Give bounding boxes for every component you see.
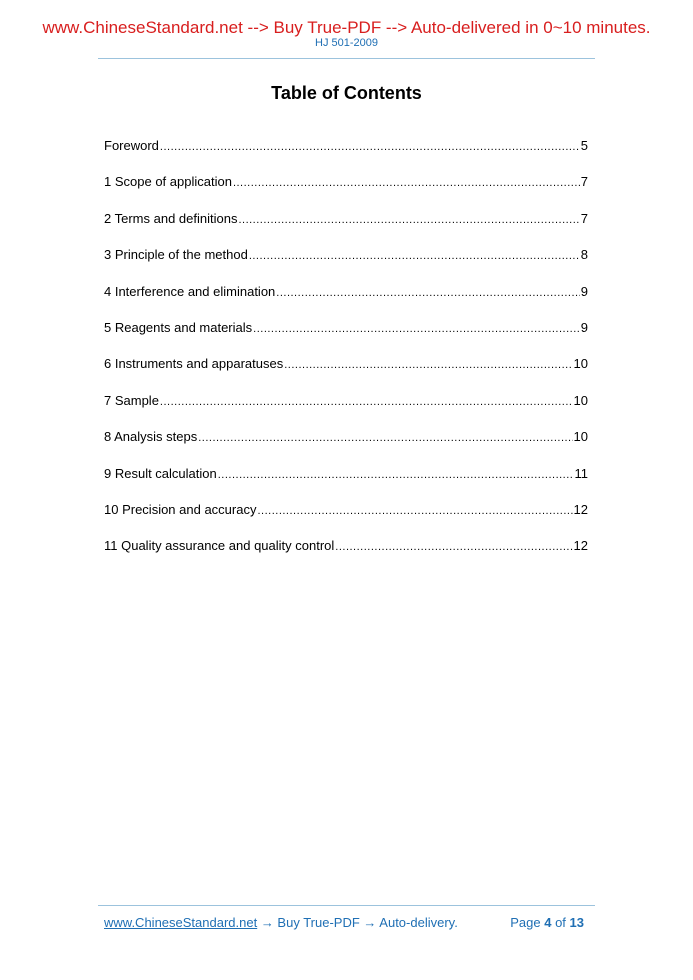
toc-dot-leader [160, 393, 573, 411]
toc-entry-sample[interactable] [104, 392, 588, 428]
toc-entry-page: 10 [573, 429, 588, 445]
toc-entry-instruments[interactable] [104, 355, 588, 391]
toc-dot-leader [249, 247, 580, 265]
toc-entry-label: 1 Scope of application [104, 174, 232, 190]
toc-entry-page: 7 [580, 210, 588, 226]
toc-entry-scope[interactable] [104, 173, 588, 209]
toc-entry-analysis-steps[interactable] [104, 428, 588, 464]
toc-entry-page: 10 [573, 356, 588, 372]
toc-dot-leader [198, 429, 572, 447]
toc-entry-label: 4 Interference and elimination [104, 283, 276, 299]
toc-entry-quality[interactable] [104, 537, 588, 573]
toc-entry-page: 8 [580, 247, 588, 263]
toc-entry-page: 12 [573, 501, 588, 517]
toc-entry-page: 11 [574, 465, 588, 481]
toc-entry-page: 9 [580, 319, 588, 335]
toc-entry-label: 5 Reagents and materials [104, 319, 253, 335]
toc-dot-leader [218, 466, 574, 484]
toc-entry-result-calculation[interactable] [104, 465, 588, 501]
footer-site-link[interactable]: www.ChineseStandard.net [104, 915, 258, 930]
toc-title: Table of Contents [271, 83, 422, 103]
toc-entry-interference[interactable] [104, 283, 588, 319]
toc-entry-precision[interactable] [104, 501, 588, 537]
toc-dot-leader [276, 284, 579, 302]
toc-entry-reagents[interactable] [104, 319, 588, 355]
toc-dot-leader [335, 538, 572, 556]
toc-entry-terms[interactable] [104, 210, 588, 246]
toc-entry-label: 11 Quality assurance and quality control [104, 538, 335, 554]
footer-tagline: → Buy True-PDF → Auto-delivery. [257, 915, 458, 930]
toc-entry-page: 7 [580, 174, 588, 190]
current-page-number: 4 [544, 915, 552, 930]
toc-dot-leader [238, 211, 579, 229]
toc-entry-page: 9 [580, 283, 588, 299]
of-word: of [555, 915, 566, 930]
toc-list [104, 137, 588, 574]
toc-dot-leader [284, 356, 572, 374]
page-word: Page [510, 915, 541, 930]
toc-entry-page: 12 [573, 538, 588, 554]
toc-entry-label: 9 Result calculation [104, 465, 217, 481]
toc-dot-leader [253, 320, 580, 338]
toc-entry-principle[interactable] [104, 246, 588, 282]
promo-banner: www.ChineseStandard.net --> Buy True-PDF --> Auto-delivered in 0~10 minutes. [42, 18, 651, 37]
toc-entry-label: 10 Precision and accuracy [104, 501, 257, 517]
total-pages-number: 13 [569, 915, 584, 930]
toc-entry-label: 7 Sample [104, 392, 159, 408]
toc-entry-page: 10 [573, 392, 588, 408]
toc-entry-foreword[interactable] [104, 137, 588, 173]
toc-entry-label: Foreword [104, 138, 159, 153]
footer-divider [98, 905, 595, 906]
toc-entry-page: 5 [580, 138, 588, 153]
toc-dot-leader [257, 502, 572, 520]
toc-entry-label: 6 Instruments and apparatuses [104, 356, 284, 372]
page-indicator [510, 915, 584, 931]
header-divider [98, 58, 595, 59]
toc-dot-leader [160, 138, 580, 156]
footer-promo [104, 915, 458, 931]
standard-code: HJ 501-2009 [315, 37, 378, 49]
toc-entry-label: 2 Terms and definitions [104, 210, 238, 226]
toc-entry-label: 8 Analysis steps [104, 429, 198, 445]
toc-dot-leader [233, 174, 580, 192]
toc-entry-label: 3 Principle of the method [104, 247, 248, 263]
